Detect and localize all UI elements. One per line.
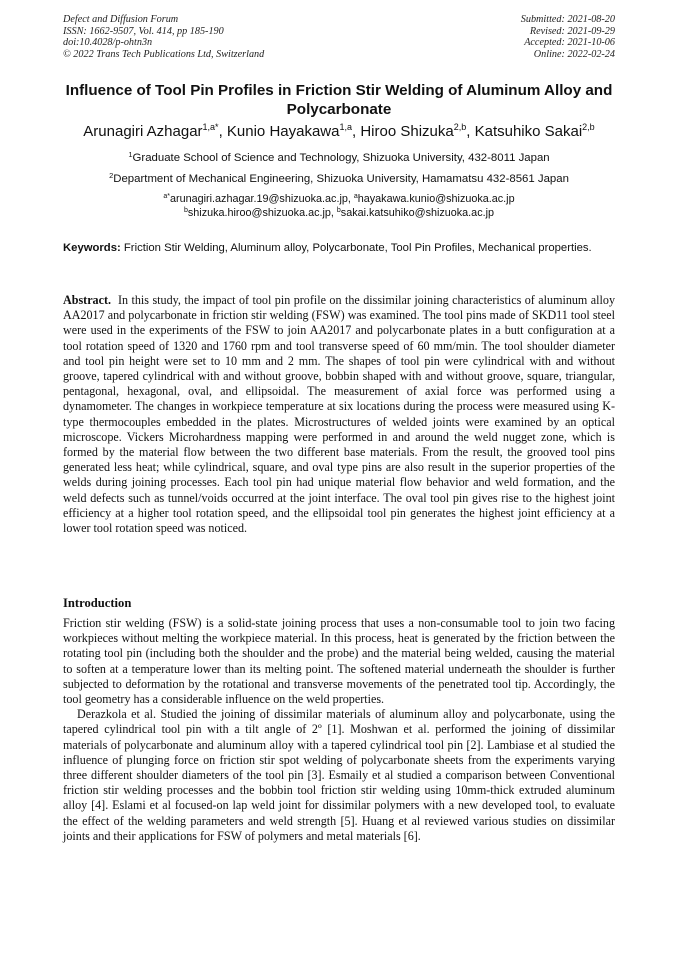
introduction-body (63, 616, 615, 844)
affiliation-text: Graduate School of Science and Technology, Shizuoka University, 432-8011 Japan (132, 152, 550, 164)
copyright: © 2022 Trans Tech Publications Ltd, Switzerland (63, 48, 265, 60)
author-affiliation-mark: 2,b (582, 122, 595, 132)
introduction-heading: Introduction (63, 596, 132, 610)
author-separator: , (218, 123, 227, 140)
author-name: Kunio Hayakawa (226, 123, 340, 140)
author-affiliation-mark: 1,a* (202, 122, 219, 132)
author-list (40, 122, 638, 141)
affiliation-mark: 2 (109, 171, 114, 180)
email-line-2 (40, 207, 638, 221)
keywords (63, 241, 615, 256)
email-separator: , (347, 193, 354, 205)
author-affiliation-mark: 1,a (339, 122, 352, 132)
author-name: Hiroo Shizuka (360, 123, 454, 140)
affiliation-text: Department of Mechanical Engineering, Shizuoka University, Hamamatsu 432-8561 Japan (113, 173, 569, 185)
paragraph: Derazkola et al. Studied the joining of dissimilar materials of aluminum alloy and polycarbonate, using the tapered cylindrical tool pin with a tilt angle of 2º [1]. Moshwan et al. performed the joining of dissimilar materials of polycarbonate and aluminum alloy with a tapered cylindrical tool pin [2]. Lambiase et al studied the influence of plunging force on friction stir spot welding of polycarbonate sheets from the experiments varying three different shoulder diameters of the tool pin [3]. Esmaily et al studied a comparison between Conventional friction stir welding processes and the bobbin tool friction stir welding using 10mm-thick extruded aluminum alloy [4]. Eslami et al focused-on lap weld joint for dissimilar polymers with a new developed tool, to evaluate the effect of the welding parameters and weld strength [5]. Huang et al reviewed various studies on dissimilar joints and their applications for FSW of polymers and metal materials [6]. (63, 707, 615, 843)
keywords-text: Friction Stir Welding, Aluminum alloy, Polycarbonate, Tool Pin Profiles, Mechanical properties. (123, 242, 592, 254)
issn: ISSN: 1662-9507, Vol. 414, pp 185-190 (63, 25, 224, 37)
email-mark: a (353, 193, 358, 200)
abstract (63, 293, 615, 536)
email-mark: a* (163, 193, 171, 200)
author-name: Arunagiri Azhagar (83, 123, 203, 140)
email-address[interactable]: arunagiri.azhagar.19@shizuoka.ac.jp (170, 193, 348, 205)
affiliation-1 (40, 151, 638, 165)
email-address[interactable]: shizuka.hiroo@shizuoka.ac.jp (187, 206, 331, 219)
doi: doi:10.4028/p-ohtn3n (63, 37, 153, 49)
email-address[interactable]: hayakawa.kunio@shizuoka.ac.jp (357, 193, 515, 205)
email-address[interactable]: sakai.katsuhiko@shizuoka.ac.jp (340, 206, 494, 219)
online-date: Online: 2022-02-24 (533, 48, 615, 60)
keywords-label: Keywords: (63, 242, 121, 254)
email-separator: , (330, 206, 337, 219)
revised-date: Revised: 2021-09-29 (529, 25, 615, 37)
author-name: Katsuhiko Sakai (474, 123, 583, 140)
email-mark: b (336, 206, 341, 214)
journal-info (63, 14, 264, 60)
accepted-date: Accepted: 2021-10-06 (524, 37, 615, 49)
email-mark: b (183, 206, 188, 214)
abstract-label: Abstract. (63, 293, 112, 307)
affiliation-2 (40, 172, 638, 186)
paragraph: Friction stir welding (FSW) is a solid-state joining process that uses a non-consumable tool to join two facing workpieces without melting the workpiece material. In this process, heat is generated by the friction between the rotating tool pin (including both the shoulder and the probe) and the material being welded, causing the material to soften at a temperature lower than its melting point. The softened material underneath the shoulder is further subjected to deformation by the rotational and transverse movements of the penetrated tool tip. Accordingly, the tool geometry has a considerable influence on the weld properties. (63, 616, 615, 707)
author-separator: , (466, 123, 475, 140)
author-separator: , (352, 123, 361, 140)
submitted-date: Submitted: 2021-08-20 (520, 14, 615, 25)
author-affiliation-mark: 2,b (453, 122, 467, 132)
abstract-text: In this study, the impact of tool pin profile on the dissimilar joining characteristics of aluminum alloy AA2017 and polycarbonate in friction stir welding (FSW) was examined. The tool pins made of SKD11 tool steel were used in the experiments of the FSW to join AA2017 and polycarbonate plates in a butt configuration at a tool rotation speed of 1320 and 1760 rpm and tool transverse speed of 60 mm/min. The tool shoulder diameter and tool pin height were set to 10 mm and 2 mm. The shapes of tool pin were cylindrical with and without groove, tapered cylindrical with and without groove, bobbin shaped with and without groove, square, triangular, pentagonal, hexagonal, oval, and ellipsoidal. The measurement of axial force was performed using a dynamometer. The changes in workpiece temperature at six locations during the process were measured using K-type thermocouples embedded in the plates. Microstructures of welded joints were examined by an optical microscope. Vickers Microhardness mapping were performed in and around the weld nugget zone, which is formed by the material flow between the two different base materials. From the result, the grooved tool pins generated less heat; while cylindrical, square, and oval type pins are also result in the superior properties of the welds during joining processes. Each tool pin had unique material flow behavior and weld formation, and the weld defects such as tunnel/voids occurred at the joint interface. The oval tool pin gives rise to the highest joint efficiency at a higher tool rotation speed, and the ellipsoidal tool pin generates the highest joint efficiency at a lower tool rotation speed was noticed. (63, 293, 615, 536)
journal-name: Defect and Diffusion Forum (63, 14, 179, 25)
paper-title: Influence of Tool Pin Profiles in Friction Stir Welding of Aluminum Alloy and Polycarbonate (65, 82, 613, 118)
email-line-1 (40, 193, 638, 207)
affiliation-mark: 1 (128, 150, 133, 159)
author-emails (40, 193, 638, 220)
publication-dates (521, 14, 615, 60)
